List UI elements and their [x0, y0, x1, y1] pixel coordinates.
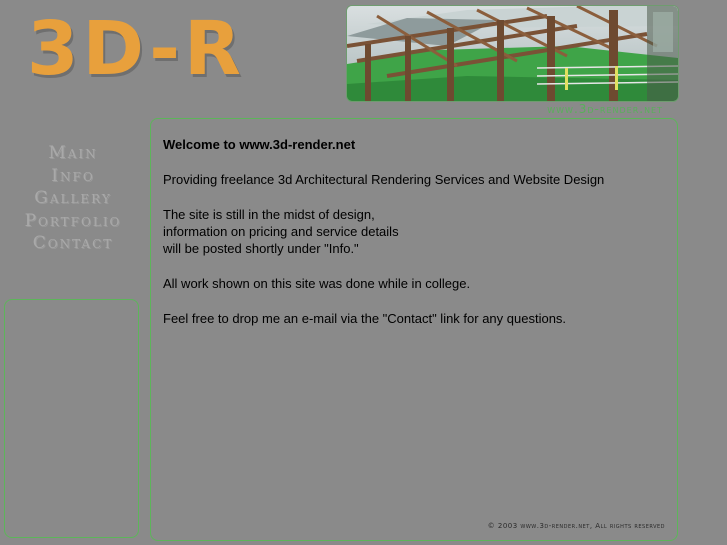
side-panel	[4, 299, 139, 538]
site-logo: 3D-R	[27, 6, 245, 92]
main-navigation	[0, 142, 146, 255]
copyright-notice: © 2003 www.3d-render.net, All rights reserved	[487, 522, 665, 530]
nav-portfolio[interactable]: Portfolio	[24, 210, 122, 231]
nav-info[interactable]: Info	[51, 165, 95, 186]
welcome-heading: Welcome to www.3d-render.net	[163, 137, 356, 152]
status-line: The site is still in the midst of design,	[163, 207, 375, 222]
contact-note: Feel free to drop me an e-mail via the "Contact" link for any questions.	[163, 311, 567, 326]
college-note: All work shown on this site was done while in college.	[163, 276, 471, 291]
intro-text: Providing freelance 3d Architectural Rendering Services and Website Design	[163, 172, 605, 187]
status-line: will be posted shortly under "Info."	[163, 241, 359, 256]
architecture-rendering-image	[347, 6, 678, 101]
nav-main[interactable]: Main	[48, 143, 98, 163]
header-banner-image	[346, 5, 679, 102]
nav-gallery[interactable]: Gallery	[34, 188, 112, 209]
nav-contact[interactable]: Contact	[32, 233, 114, 254]
main-content	[163, 136, 663, 345]
status-line: information on pricing and service details	[163, 224, 399, 239]
status-text	[163, 206, 663, 257]
site-domain: www.3d-render.net	[547, 102, 663, 116]
